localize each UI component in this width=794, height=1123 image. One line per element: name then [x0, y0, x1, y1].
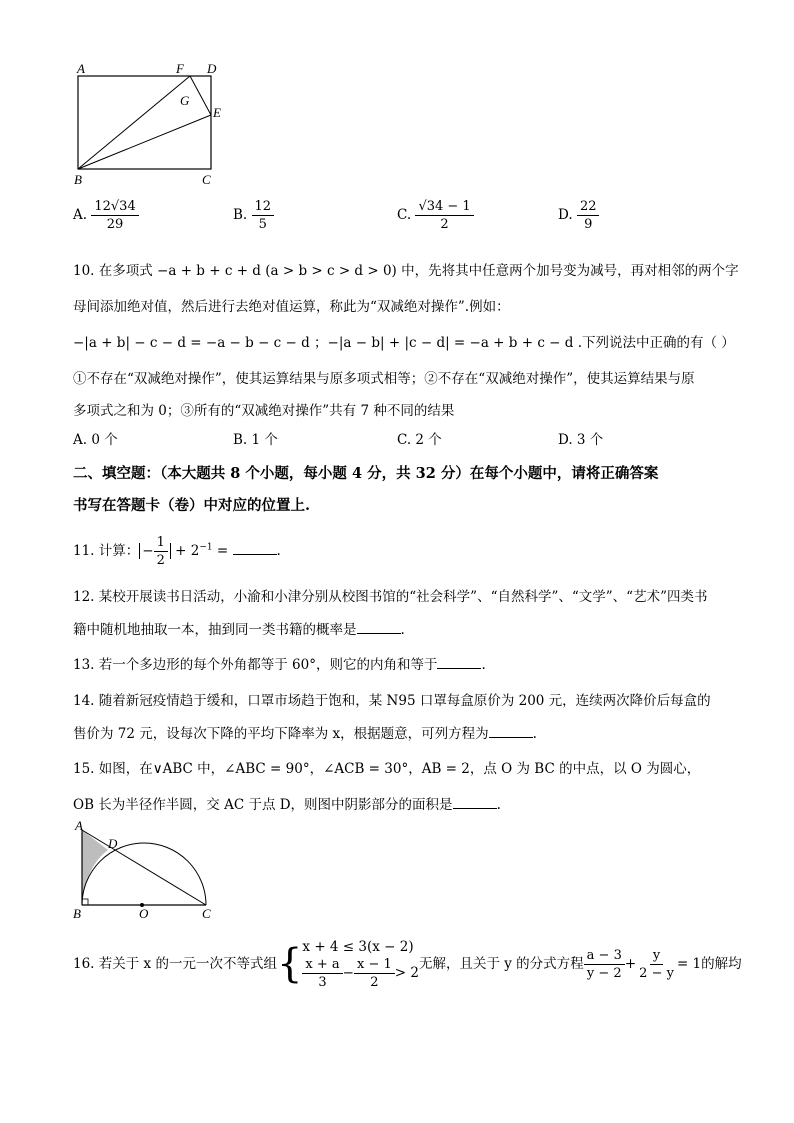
label-D: D — [108, 836, 118, 851]
semicircle-figure — [70, 820, 220, 920]
rectangle-figure — [68, 60, 238, 188]
q10-line4: ①不存在“双减绝对操作”，使其运算结果与原多项式相等；②不存在“双减绝对操作”，使其运算结果与原 — [73, 371, 695, 387]
q9a-den: 29 — [106, 217, 124, 232]
q14-line2: 售价为 72 元，设每次下降的平均下降率为 x，根据题意，可列方程为 . — [73, 726, 537, 742]
label-A: A — [77, 61, 85, 76]
q10-line5: 多项式之和为 0；③所有的“双减绝对操作”共有 7 种不同的结果 — [73, 403, 455, 419]
section2-heading-line2: 书写在答题卡（卷）中对应的位置上. — [73, 497, 311, 514]
label-G: G — [180, 93, 190, 108]
q13: 13. 若一个多边形的每个外角都等于 60°，则它的内角和等于 . — [73, 657, 486, 673]
q14-line1: 14. 随着新冠疫情趋于缓和，口罩市场趋于饱和，某 N95 口罩每盒原价为 200 元，连续两次降价后每盒的 — [73, 693, 711, 709]
q9c-den: 2 — [440, 217, 449, 232]
q16: 16. 若关于 x 的一元一次不等式组 { x + 4 ≤ 3(x − 2) $\frac{x + a}{3}$ − $\frac{x - 1}{2}$ > 2 无解，且关于 y 的分式方程 $\frac{a - 3}{y - 2}$ + $\frac{y}{2 - y}$ = 1 的解均 — [73, 934, 742, 994]
label-A: A — [75, 820, 83, 833]
label-F: F — [176, 61, 184, 76]
q9-option-b: B. $\frac{12}{5}$ — [233, 198, 274, 233]
q9b-num: 12 — [252, 198, 275, 216]
q10-option-c: C. 2 个 — [397, 432, 442, 448]
label-B: B — [74, 172, 82, 187]
q10-option-b: B. 1 个 — [233, 432, 278, 448]
q11-answer-blank[interactable] — [233, 541, 277, 555]
label-C: C — [202, 172, 211, 187]
brace: { — [276, 941, 303, 987]
q15-line2: OB 长为半径作半圆，交 AC 于点 D，则图中阴影部分的面积是 . — [73, 797, 501, 813]
label-E: E — [213, 105, 221, 120]
ineq-system: x + 4 ≤ 3(x − 2) $\frac{x + a}{3}$ − $\frac{x - 1}{2}$ > 2 — [302, 938, 419, 990]
q10-line3: −|a + b| − c − d = −a − b − c − d ；−|a − b| + |c − d| = −a + b + c − d .下列说法中正确的有（ ） — [73, 335, 735, 351]
q15-answer-blank[interactable] — [453, 795, 497, 809]
q9-option-c: C. $\frac{√34 - 1}{2}$ — [397, 198, 474, 233]
q9d-den: 9 — [584, 217, 593, 232]
q9a-num: 12√34 — [91, 198, 138, 216]
q9-option-d: D. $\frac{22}{9}$ — [558, 198, 599, 233]
q12-answer-blank[interactable] — [357, 620, 401, 634]
q14-answer-blank[interactable] — [489, 724, 533, 738]
q12-line2: 籍中随机地抽取一本，抽到同一类书籍的概率是 . — [73, 622, 405, 638]
q9d-num: 22 — [577, 198, 600, 216]
q12-line1: 12. 某校开展读书日活动，小渝和小津分别从校图书馆的“社会科学”、“自然科学”、“文学”、“艺术”四类书 — [73, 589, 708, 605]
q10-option-a: A. 0 个 — [73, 432, 118, 448]
label-C: C — [202, 906, 211, 920]
q9-option-a: A. $\frac{12√34}{29}$ — [73, 198, 139, 233]
section2-heading-line1: 二、填空题：（本大题共 8 个小题，每小题 4 分，共 32 分）在每个小题中，请将正确答案 — [73, 465, 659, 482]
label-O: O — [139, 906, 149, 920]
label-B: B — [73, 906, 81, 920]
label-D: D — [207, 61, 217, 76]
q9c-num: √34 − 1 — [415, 198, 473, 216]
q10-option-d: D. 3 个 — [558, 432, 604, 448]
q9b-den: 5 — [258, 217, 267, 232]
q11: 11. 计算： − $\frac{1}{2}$ + $2^{-1}$ = . — [73, 535, 281, 568]
q10-line1: 10. 在多项式 −a + b + c + d (a > b > c > d > 0) 中，先将其中任意两个加号变为减号，再对相邻的两个字 — [73, 263, 739, 279]
q13-answer-blank[interactable] — [437, 655, 481, 669]
q15-line1: 15. 如图，在∨ABC 中，∠ABC = 90°，∠ACB = 30°，AB = 2，点 O 为 BC 的中点，以 O 为圆心， — [73, 761, 701, 777]
q10-line2: 母间添加绝对值，然后进行去绝对值运算，称此为“双减绝对操作”.例如： — [73, 299, 510, 315]
